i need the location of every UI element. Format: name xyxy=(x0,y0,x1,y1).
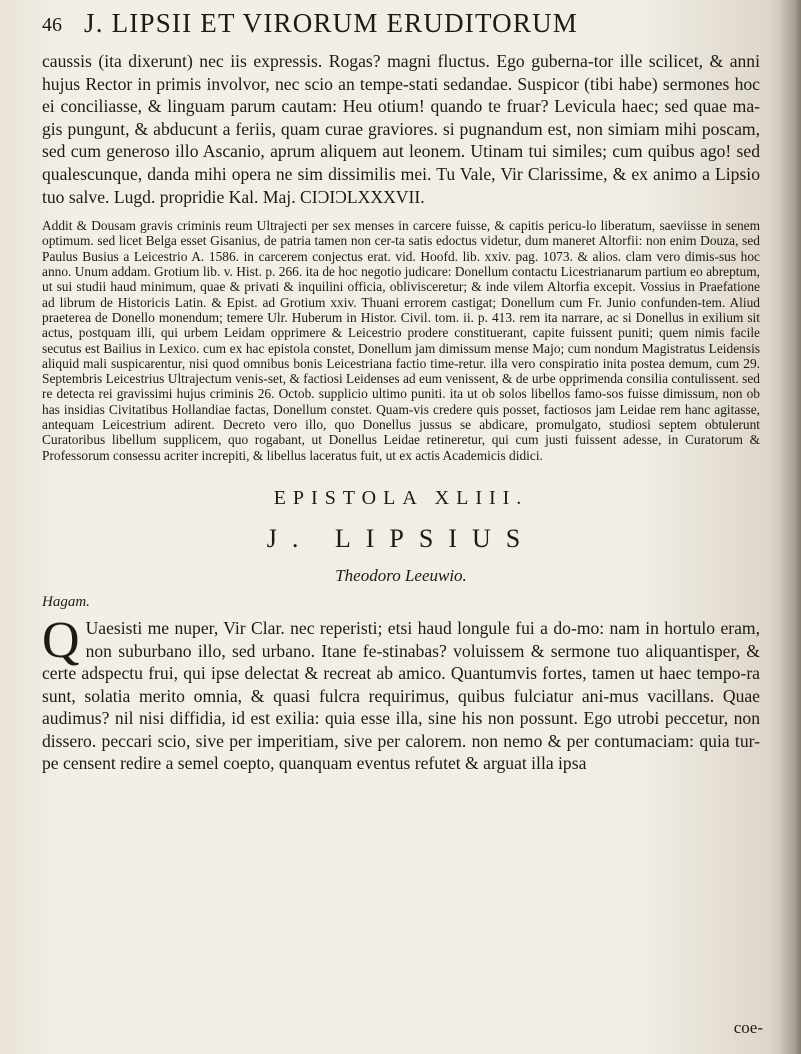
epistle-body: Uaesisti me nuper, Vir Clar. nec reperisti; etsi haud longule fui a do-mo: nam in hortulo eram, non suburbano illo, sed urbano. Itane fe-stinabas? voluissem & sermone tuo aliquantisper, & certe adspectu frui, qui ipse delectat & recreat ab amico. Quantumvis fortes, tamen ut haec tempo-ra sunt, solatia merito omnia, & quasi fulcra requirimus, quibus fulciatur ani-mus vacillans. Quae audimus? nil nisi diffidia, id est exilia: quia esse illa, sine his non possunt. Ego utrobi peccetur, non dissero. peccari scio, sive per imperitiam, sive per calorem. non nemo & per contumaciam: quia tur-pe censent redire a semel coepto, quanquam eventus refutet & arguat illa ipsa xyxy=(42,617,760,774)
drop-capital: Q xyxy=(42,611,80,669)
epistle-text xyxy=(42,611,760,775)
letter-conclusion: caussis (ita dixerunt) nec iis expressis. Rogas? magni fluctus. Ego guberna-tor ille scilicet, & anni hujus Rector in primis involvor, nec scio an tempe-stati sedandae. Suspicor (tibi habe) sermones hoc ei conciliasse, & linguam parum cautam: Heu otium! quando te fruar? Levicula haec; sed quae ma-gis pungunt, & abducunt a feriis, quam curae graviores. si pugnandum est, non simiam mihi poscam, sed cum generoso illo Ascanio, aprum aliquem aut leonem. Utinam tui similes; cum quibus ago! sed qualescunque, danda mihi opera ne sim dissimilis mei. Tu Vale, Vir Clarissime, & ex animo a Lipsio tuo salve. Lugd. propridie Kal. Maj. CIƆIƆLXXXVII. xyxy=(42,51,760,207)
page-header xyxy=(42,8,762,44)
page-body xyxy=(42,50,760,775)
running-title: J. LIPSII ET VIRORUM ERUDITORUM xyxy=(84,8,578,38)
epistle-place: Hagam. xyxy=(42,593,90,610)
page-number: 46 xyxy=(42,14,62,36)
catchword: coe- xyxy=(733,1018,763,1037)
epistle-addressee: Theodoro Leeuwio. xyxy=(335,565,467,585)
page-binding-shadow xyxy=(779,0,801,1054)
epistle-author: J. LIPSIUS xyxy=(266,523,536,553)
editorial-note: Addit & Dousam gravis criminis reum Ultrajecti per sex menses in carcere fuisse, & capitis pericu-lo liberatum, saeviisse in senem optimum. sed licet Belga esset Gisanius, de patria tamen non cer-ta satis edoctus videtur, dum maneret Altorfii: non enim Douza, sed Paulus Busius a Leicestrio A. 1586. in carcerem conjectus erat. vid. Hoofd. lib. xxiv. pag. 1073. & alios. clam vero dimis-sus hoc anno. Unum addam. Grotium lib. v. Hist. p. 266. ita de hoc negotio judicare: Donellum contactu Licestrianarum partium eo abreptum, ut sui studii haud minimum, quae & privati & inquilini officia, oblivisceretur; & inde vilem Altorfia excepit. Vossius in Praefatione ad librum de Historicis Latin. & Epist. ad Grotium xxiv. Thuani errorem castigat; Donellum cum Fr. Junio confunden-tem. Aliud praeterea de Donello monendum; temere Ulr. Huberum in Histor. Civil. tom. ii. p. 413. rem ita narrare, ac si Donellus in exilium sit actus, postquam illi, qui urbem Leidam opprimere & Leicestrio prodere constituerant, capite fuissent puniti; quem nimis facile secutus est Bailius in Lexico. cum ex hac epistola constet, Donellum jam dimissum mense Majo; cum nondum Magistratus Leidensis aliquid mali suspicarentur, nisi quod omnibus bonis Leicestriana factio time-retur. illa vero conspiratio inita postea demum, cum 29. Septembris Leicestrius Ultrajectum venis-set, & factiosi Leidenses ad eum venissent, & de urbe opprimenda consilia contulissent. sed re detecta rei gravissimi hujus criminis 26. Octob. supplicio ultimo puniti. ita ut ob solos libellos famo-sos fuisse dimissum, non ob has insidias Civitatibus Hollandiae factas, Donellum constet. Quam-vis credere quis posset, factiosos jam Leidae rem hanc agitasse, antequam Leicestrium adirent. Decreto vero illo, quo Donellus jussus se abdicare, promulgato, studiosi septem obtulerunt Curatoribus libellum supplicem, quo rogabant, ut Donellus Leidae retineretur, qui cum justi fuissent adesse, in Curatorum & Professorum consessu acriter increpiti, & libellus laceratus fuit, ut ex actis Academicis didici. xyxy=(42,218,760,463)
epistle-title: EPISTOLA XLIII. xyxy=(273,486,529,509)
